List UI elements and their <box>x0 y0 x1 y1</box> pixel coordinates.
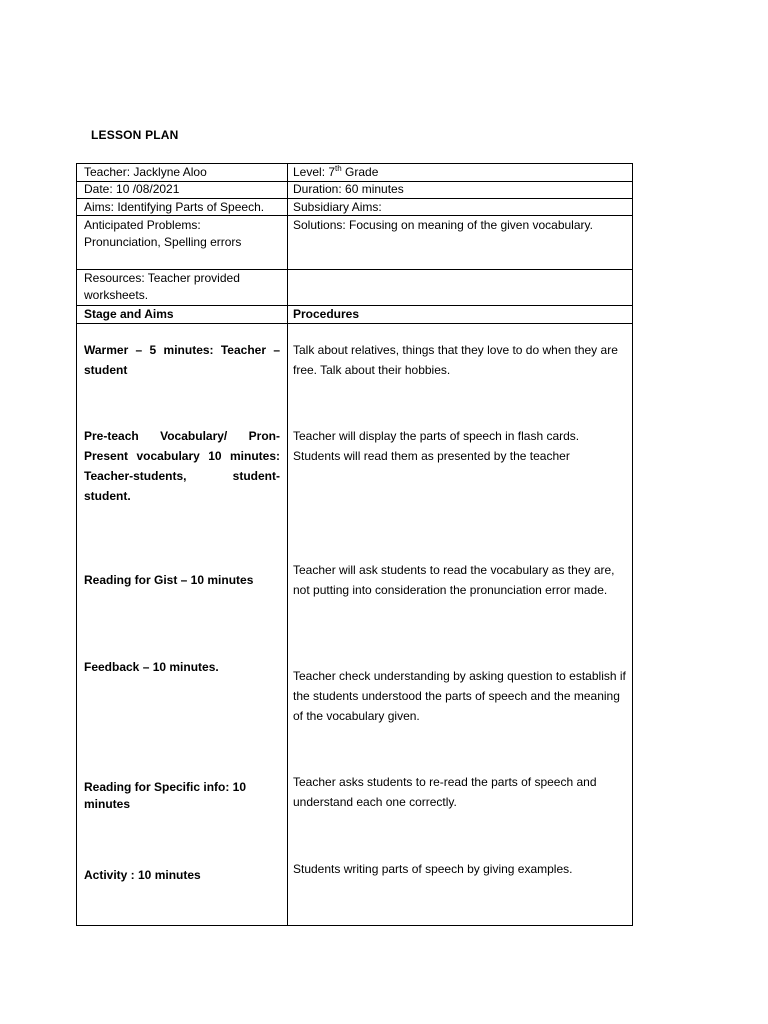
stage-reading-specific: Reading for Specific info: 10 minutes <box>84 780 247 811</box>
resources-cell: Resources: Teacher provided worksheets. <box>84 271 240 302</box>
procedure-reading-gist: Teacher will ask students to read the vocabulary as they are, not putting into consideration the pronunciation error made. <box>293 563 615 597</box>
level-text: Level: 7 <box>293 165 336 179</box>
stage-activity: Activity : 10 minutes <box>84 868 201 882</box>
column-divider <box>287 164 288 925</box>
solutions-cell: Solutions: Focusing on meaning of the given vocabulary. <box>293 218 593 232</box>
stage-column-header: Stage and Aims <box>84 307 174 321</box>
procedure-warmer: Talk about relatives, things that they love to do when they are free. Talk about their hobbies. <box>293 343 618 377</box>
procedure-feedback: Teacher check understanding by asking question to establish if the students understood the parts of speech and the meaning of the vocabulary given. <box>293 669 626 723</box>
subsidiary-aims-cell: Subsidiary Aims: <box>293 200 382 214</box>
stage-pre-teach: Pre-teach Vocabulary/ Pron- Present vocabulary 10 minutes: Teacher-students, student-student. <box>84 429 280 503</box>
lesson-plan-table <box>76 163 633 926</box>
document-title: LESSON PLAN <box>91 128 179 142</box>
date-cell: Date: 10 /08/2021 <box>84 182 180 196</box>
stage-reading-gist: Reading for Gist – 10 minutes <box>84 573 254 587</box>
level-grade: Grade <box>341 165 379 179</box>
anticipated-problems-cell <box>84 217 280 251</box>
stage-warmer: Warmer – 5 minutes: Teacher – student <box>84 343 280 377</box>
row-divider <box>77 323 632 324</box>
stage-feedback: Feedback – 10 minutes. <box>84 660 219 674</box>
level-cell <box>293 164 628 181</box>
anticipated-problems-text: Pronunciation, Spelling errors <box>84 235 242 249</box>
anticipated-problems-label: Anticipated Problems: <box>84 218 201 232</box>
procedure-pre-teach: Teacher will display the parts of speech in flash cards. Students will read them as presented by the teacher <box>293 429 580 463</box>
teacher-cell: Teacher: Jacklyne Aloo <box>84 165 207 179</box>
level-superscript: th <box>335 164 342 173</box>
procedure-activity: Students writing parts of speech by giving examples. <box>293 862 573 876</box>
aims-cell: Aims: Identifying Parts of Speech. <box>84 200 265 214</box>
procedure-reading-specific: Teacher asks students to re-read the parts of speech and understand each one correctly. <box>293 775 597 809</box>
procedures-column-header: Procedures <box>293 307 360 321</box>
duration-cell: Duration: 60 minutes <box>293 182 404 196</box>
